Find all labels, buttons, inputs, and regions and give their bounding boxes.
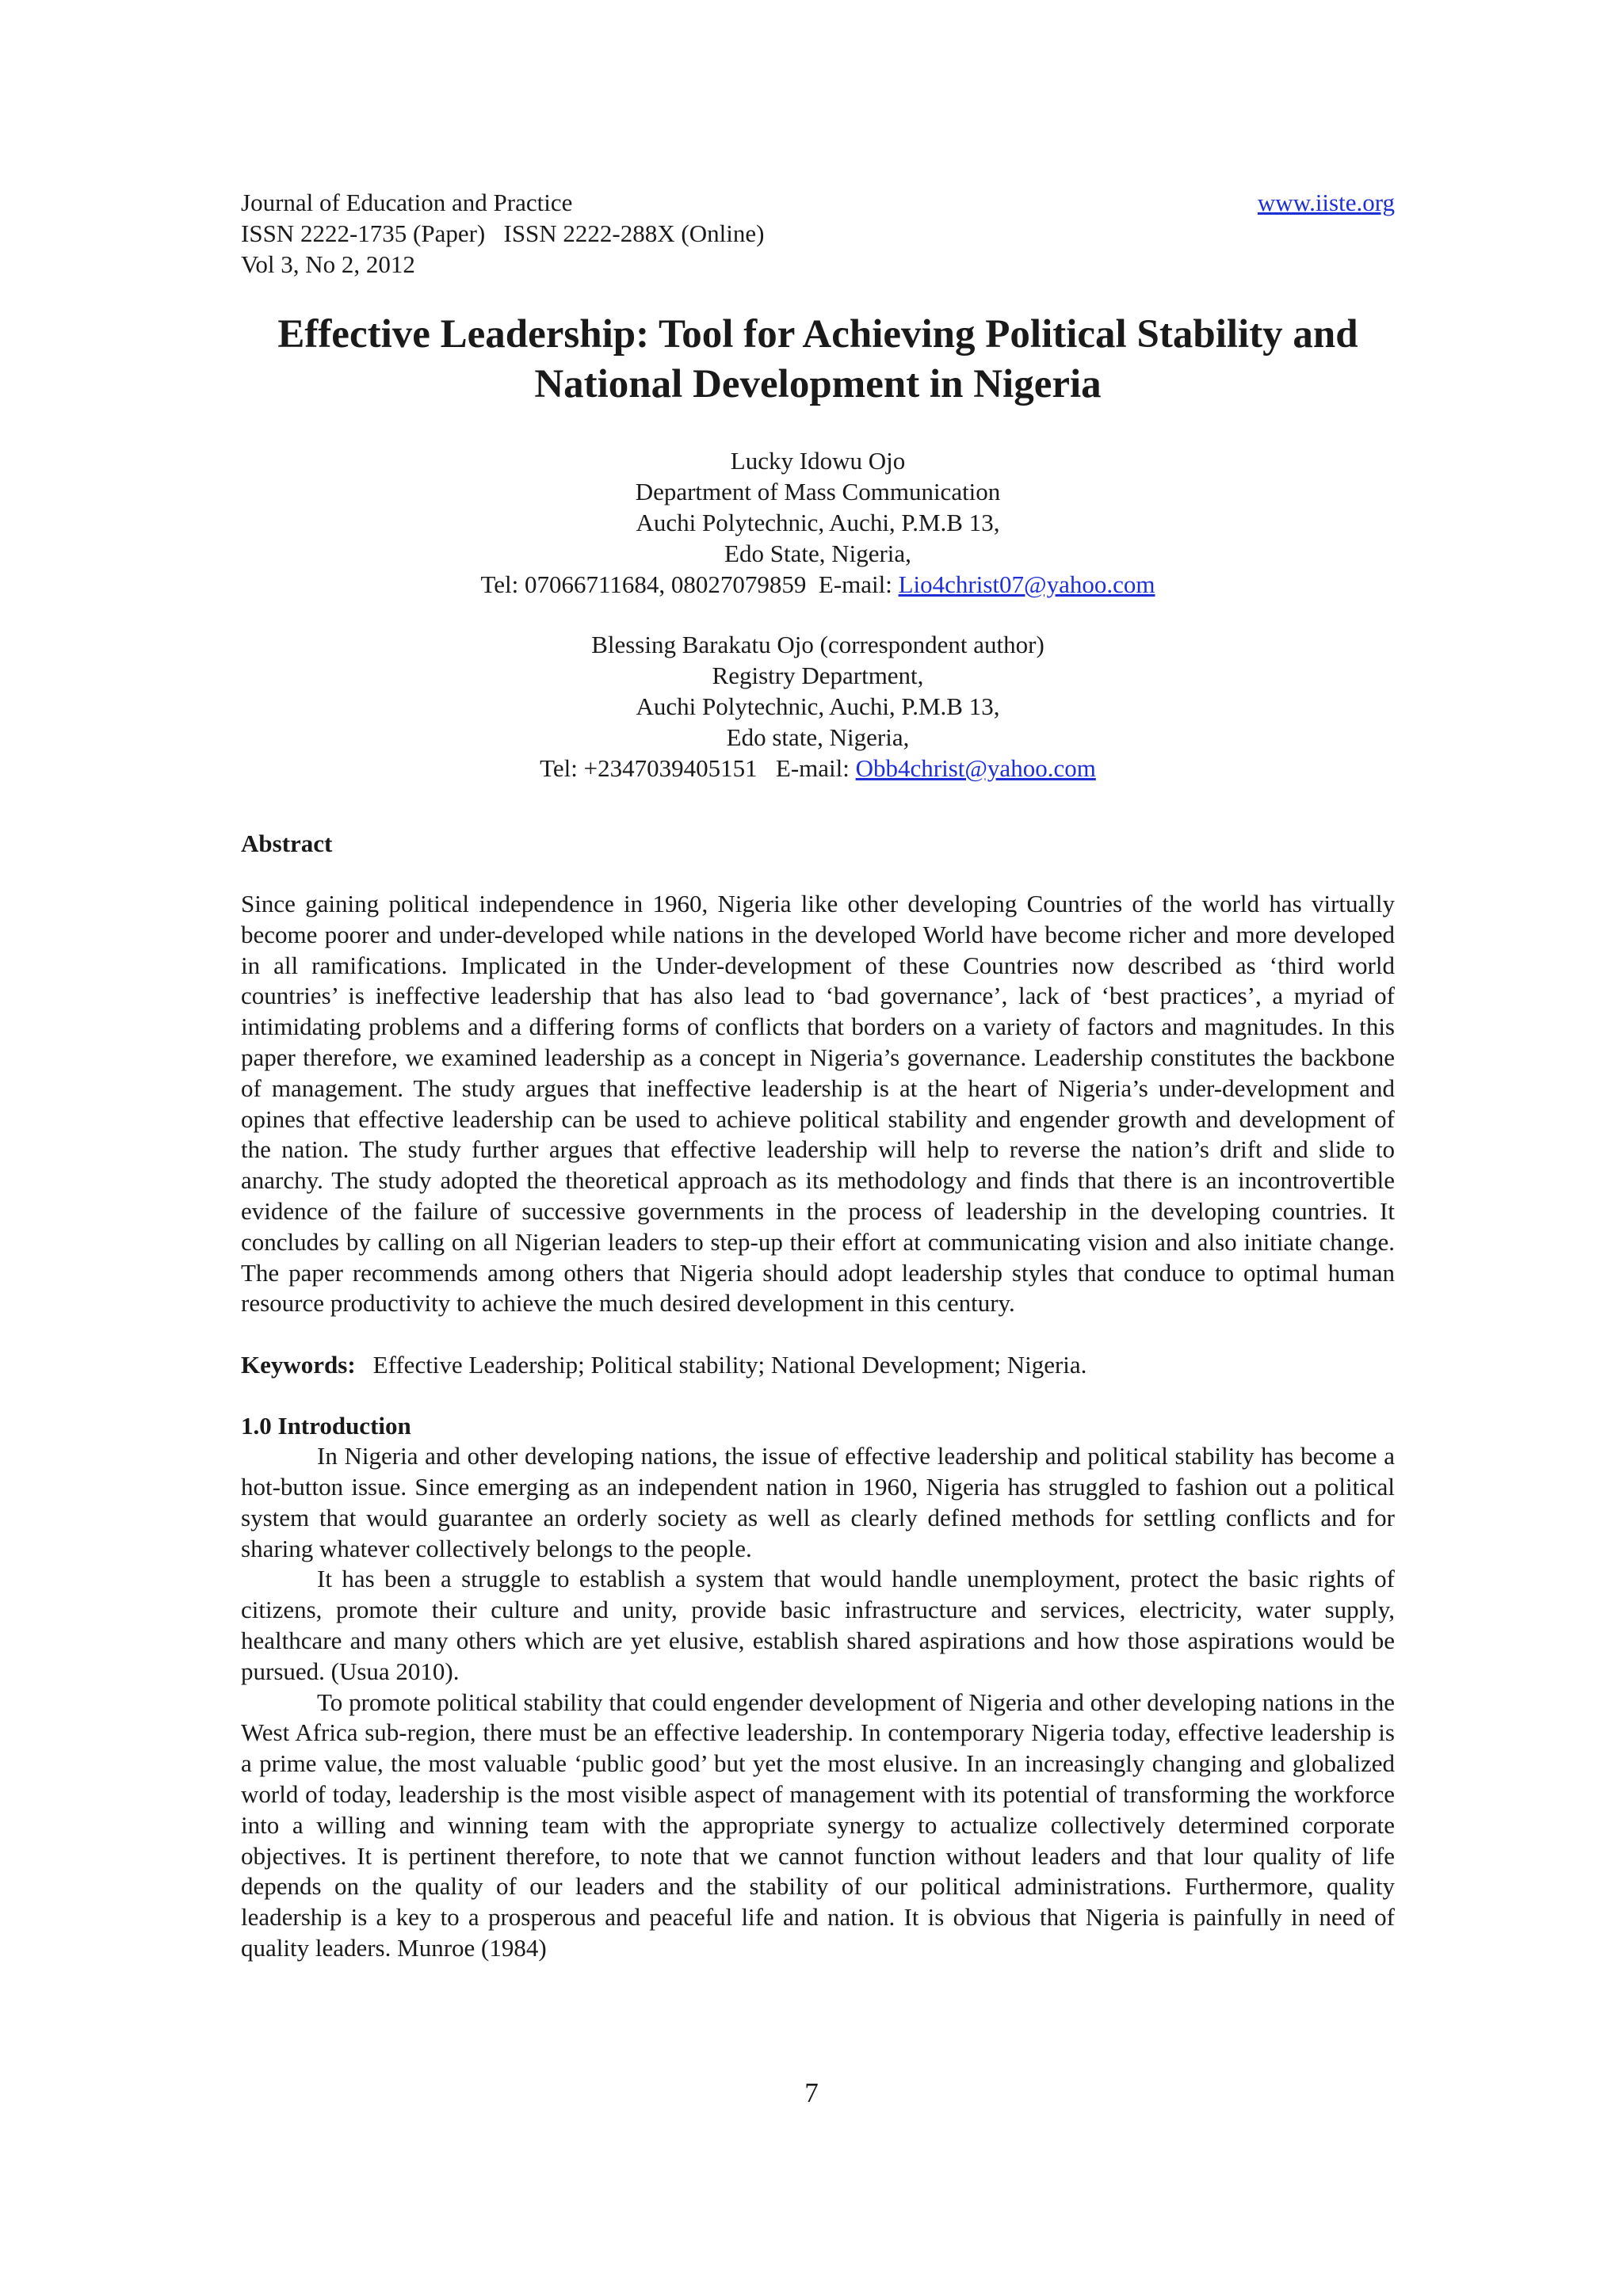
author-2-contact-text: Tel: +2347039405151 E-mail:	[540, 754, 856, 782]
title-line-2: National Development in Nigeria	[534, 362, 1102, 406]
author-2-contact	[241, 753, 1395, 784]
author-1-email-link[interactable]: Lio4christ07@yahoo.com	[898, 570, 1155, 598]
author-1-institution: Auchi Polytechnic, Auchi, P.M.B 13,	[636, 509, 1000, 536]
paper-title	[241, 310, 1395, 410]
author-2-block	[241, 629, 1395, 784]
page-number: 7	[804, 2077, 819, 2108]
title-line-1: Effective Leadership: Tool for Achieving Political Stability and	[277, 312, 1358, 357]
author-1-department: Department of Mass Communication	[635, 478, 1001, 505]
abstract-heading: Abstract	[241, 830, 333, 857]
author-1-location: Edo State, Nigeria,	[724, 540, 911, 567]
keywords-line	[241, 1349, 1395, 1380]
intro-paragraph-2: It has been a struggle to establish a system that would handle unemployment, protect the basic rights of citizens, promote their culture and unity, provide basic infrastructure and services, electricity, water supply, healthcare and many others which are yet elusive, establish shared aspirations and how those aspirations would be pursued. (Usua 2010).	[241, 1565, 1395, 1685]
intro-paragraph-1: In Nigeria and other developing nations, the issue of effective leadership and political stability has become a hot-button issue. Since emerging as an independent nation in 1960, Nigeria has struggled to fashion out a political system that would guarantee an orderly society as well as clearly defined methods for settling conflicts and for sharing whatever collectively belongs to the people.	[241, 1442, 1395, 1562]
author-2-name: Blessing Barakatu Ojo (correspondent author)	[591, 631, 1044, 658]
author-1-contact-text: Tel: 07066711684, 08027079859 E-mail:	[480, 570, 899, 598]
journal-website-link[interactable]: www.iiste.org	[1257, 189, 1395, 216]
paper-page	[241, 187, 1395, 1964]
journal-issn: ISSN 2222-1735 (Paper) ISSN 2222-288X (Online)	[241, 219, 765, 247]
intro-paragraph-3: To promote political stability that could engender development of Nigeria and other developing nations in the West Africa sub-region, there must be an effective leadership. In contemporary Nigeria today, effective leadership is a prime value, the most valuable ‘public good’ but yet the most elusive. In an increasingly changing and globalized world of today, leadership is the most visible aspect of management with its potential of transforming the workforce into a willing and winning team with the appropriate synergy to actualize collectively determined corporate objectives. It is pertinent therefore, to note that we cannot function without leaders and that lour quality of life depends on the quality of our leaders and the stability of our political administrations. Furthermore, quality leadership is a key to a prosperous and peaceful life and nation. It is obvious that Nigeria is painfully in need of quality leaders. Munroe (1984)	[241, 1688, 1395, 1962]
author-2-institution: Auchi Polytechnic, Auchi, P.M.B 13,	[636, 692, 1000, 720]
author-2-department: Registry Department,	[712, 662, 924, 689]
abstract-text: Since gaining political independence in 1960, Nigeria like other developing Countries of the world has virtually become poorer and under-developed while nations in the developed World have become richer and more developed in all ramifications. Implicated in the Under-development of these Countries now described as ‘third world countries’ is ineffective leadership that has also lead to ‘bad governance’, lack of ‘best practices’, a myriad of intimidating problems and a differing forms of conflicts that borders on a variety of factors and magnitudes. In this paper therefore, we examined leadership as a concept in Nigeria’s governance. Leadership constitutes the backbone of management. The study argues that ineffective leadership is at the heart of Nigeria’s under-development and opines that effective leadership can be used to achieve political stability and engender growth and development of the nation. The study further argues that effective leadership will help to reverse the nation’s drift and slide to anarchy. The study adopted the theoretical approach as its methodology and finds that there is an incontrovertible evidence of the failure of successive governments in the process of leadership in the developing countries. It concludes by calling on all Nigerian leaders to step-up their effort at communicating vision and also initiate change. The paper recommends among others that Nigeria should adopt leadership styles that conduce to optimal human resource productivity to achieve the much desired development in this century.	[241, 890, 1395, 1318]
author-1-contact	[241, 569, 1395, 600]
author-1-block	[241, 445, 1395, 600]
section-heading-introduction: 1.0 Introduction	[241, 1412, 411, 1440]
journal-name: Journal of Education and Practice	[241, 189, 573, 216]
keywords-text: Effective Leadership; Political stability; National Development; Nigeria.	[372, 1351, 1087, 1379]
keywords-label: Keywords:	[241, 1351, 356, 1379]
author-2-location: Edo state, Nigeria,	[726, 723, 910, 751]
author-2-email-link[interactable]: Obb4christ@yahoo.com	[855, 754, 1096, 782]
journal-header	[241, 187, 1395, 280]
author-1-name: Lucky Idowu Ojo	[730, 447, 906, 475]
journal-volume: Vol 3, No 2, 2012	[241, 250, 415, 278]
